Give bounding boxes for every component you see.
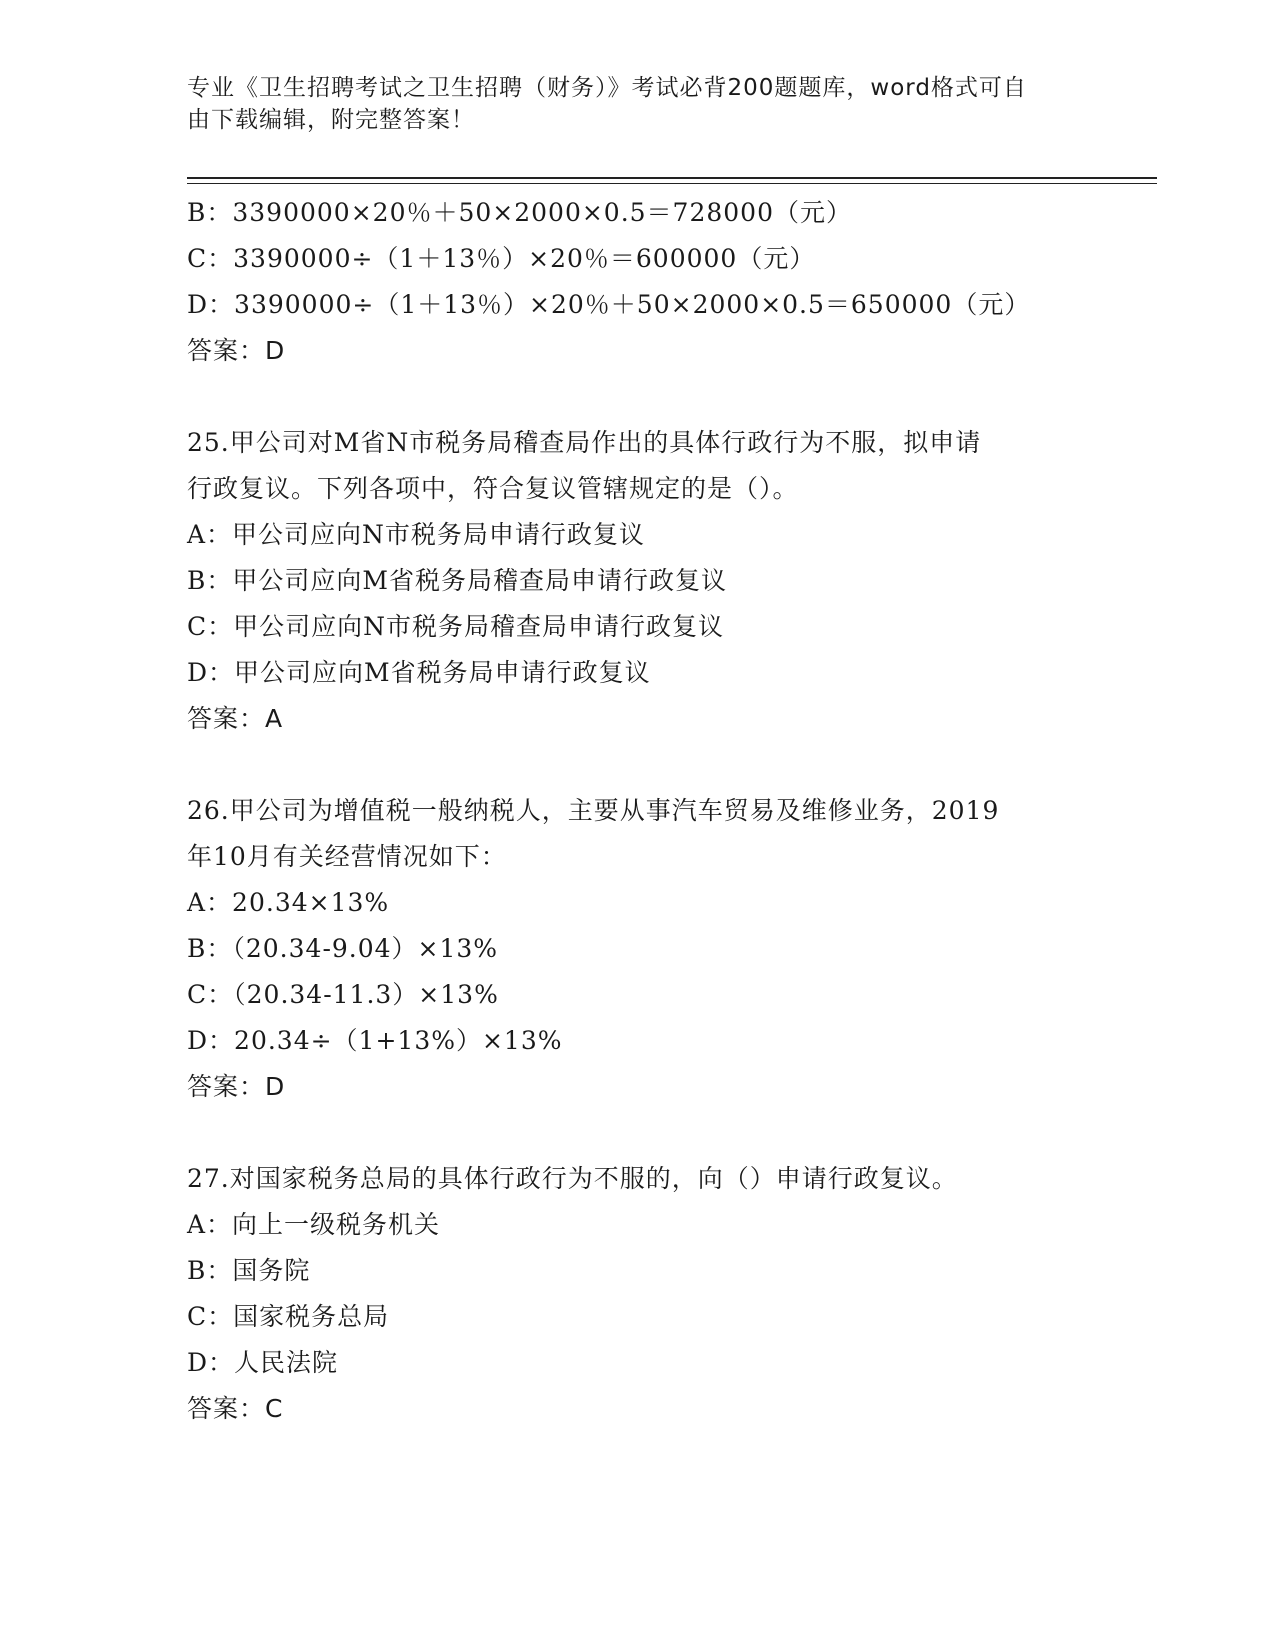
question-text-line-2: 年10月有关经营情况如下：	[187, 842, 507, 871]
header-divider-thick	[187, 177, 1157, 179]
question-25	[187, 420, 1087, 742]
option-a: A：20.34×13%	[187, 888, 390, 917]
option-d: D：20.34÷（1+13%）×13%	[187, 1026, 563, 1055]
question-text-line-1: 25.甲公司对M省N市税务局稽查局作出的具体行政行为不服，拟申请	[187, 428, 982, 457]
option-c: C：国家税务总局	[187, 1302, 390, 1331]
option-b: B：甲公司应向M省税务局稽查局申请行政复议	[187, 566, 727, 595]
header-divider-thin	[187, 183, 1157, 184]
option-a: A：甲公司应向N市税务局申请行政复议	[187, 520, 645, 549]
option-c: C：3390000÷（1＋13％）×20％＝600000（元）	[187, 244, 816, 273]
question-text-line-1: 27.对国家税务总局的具体行政行为不服的，向（）申请行政复议。	[187, 1164, 958, 1193]
question-26	[187, 788, 1087, 1110]
option-c: C：（20.34-11.3）×13%	[187, 980, 499, 1009]
previous-question-options	[187, 190, 1087, 374]
question-text-line-2: 行政复议。下列各项中，符合复议管辖规定的是（）。	[187, 474, 799, 503]
option-b: B：国务院	[187, 1256, 311, 1285]
question-27	[187, 1156, 1087, 1432]
answer: 答案：D	[187, 1072, 286, 1101]
header-line-1: 专业《卫生招聘考试之卫生招聘（财务）》考试必背200题题库，word格式可自	[187, 75, 1027, 101]
header-line-2: 由下载编辑，附完整答案！	[187, 107, 475, 133]
question-text-line-1: 26.甲公司为增值税一般纳税人，主要从事汽车贸易及维修业务，2019	[187, 796, 1000, 825]
question-content	[187, 190, 1087, 1432]
answer: 答案：D	[187, 336, 286, 365]
option-b: B：（20.34-9.04）×13%	[187, 934, 499, 963]
option-d: D：人民法院	[187, 1348, 339, 1377]
option-c: C：甲公司应向N市税务局稽查局申请行政复议	[187, 612, 725, 641]
answer: 答案：C	[187, 1394, 284, 1423]
option-d: D：甲公司应向M省税务局申请行政复议	[187, 658, 651, 687]
document-header	[187, 72, 1067, 136]
option-d: D：3390000÷（1＋13％）×20％＋50×2000×0.5＝650000（元）	[187, 290, 1031, 319]
answer: 答案：A	[187, 704, 284, 733]
option-a: A：向上一级税务机关	[187, 1210, 441, 1239]
option-b: B：3390000×20％＋50×2000×0.5＝728000（元）	[187, 198, 852, 227]
